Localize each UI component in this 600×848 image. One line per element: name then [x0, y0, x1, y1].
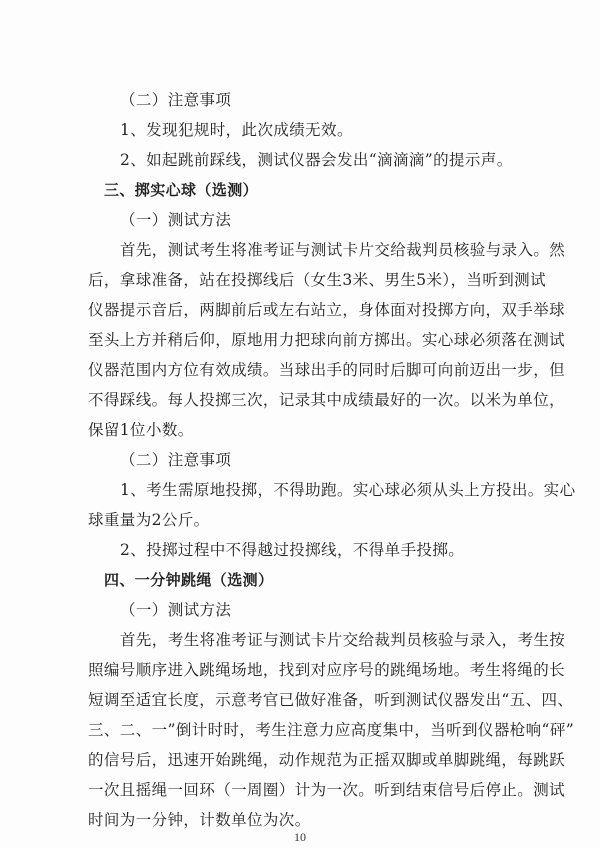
paragraph-line: 时间为一分钟，计数单位为次。 — [88, 811, 311, 829]
paragraph-line: 首先，测试考生将准考证与测试卡片交给裁判员核验与录入。然 — [120, 241, 566, 259]
paragraph-line: 仪器提示音后，两脚前后或左右站立，身体面对投掷方向，双手举球 — [88, 301, 566, 319]
paragraph-line: 1、发现犯规时，此次成绩无效。 — [120, 121, 353, 139]
subheading-method-2: （一）测试方法 — [120, 601, 232, 619]
subheading-notes-2: （二）注意事项 — [120, 451, 232, 469]
paragraph-line: 2、投掷过程中不得越过投掷线，不得单手投掷。 — [120, 541, 465, 559]
subheading-notes-1: （二）注意事项 — [120, 91, 232, 109]
paragraph-line: 保留1位小数。 — [88, 421, 194, 439]
paragraph-line: 短调至适宜长度，示意考官已做好准备，听到测试仪器发出“五、四、 — [88, 691, 574, 709]
paragraph-line: 后，拿球准备，站在投掷线后（女生3米、男生5米），当听到测试 — [88, 271, 546, 289]
paragraph-line: 2、如起跳前踩线，测试仪器会发出“滴滴滴”的提示声。 — [120, 151, 513, 169]
paragraph-line: 不得踩线。每人投掷三次，记录其中成绩最好的一次。以米为单位， — [88, 391, 566, 409]
page-number: 10 — [294, 830, 306, 844]
paragraph-line: 首先，考生将准考证与测试卡片交给裁判员核验与录入，考生按 — [120, 631, 566, 649]
subheading-method-1: （一）测试方法 — [120, 211, 232, 229]
paragraph-line: 三、二、一”倒计时时，考生注意力应高度集中，当听到仪器枪响“砰” — [88, 721, 575, 739]
paragraph-line: 球重量为2公斤。 — [88, 511, 210, 529]
paragraph-line: 照编号顺序进入跳绳场地，找到对应序号的跳绳场地。考生将绳的长 — [88, 661, 566, 679]
paragraph-line: 至头上方并稍后仰，原地用力把球向前方掷出。实心球必须落在测试 — [88, 331, 566, 349]
paragraph-line: 仪器范围内方位有效成绩。当球出手的同时后脚可向前迈出一步，但 — [88, 361, 566, 379]
paragraph-line: 1、考生需原地投掷，不得助跑。实心球必须从头上方投出。实心 — [120, 481, 576, 499]
section-heading-shot-put: 三、掷实心球（选测） — [104, 181, 259, 199]
paragraph-line: 一次且摇绳一回环（一周圈）计为一次。听到结束信号后停止。测试 — [88, 781, 566, 799]
section-heading-jump-rope: 四、一分钟跳绳（选测） — [104, 571, 274, 589]
paragraph-line: 的信号后，迅速开始跳绳，动作规范为正摇双脚或单脚跳绳，每跳跃 — [88, 751, 566, 769]
